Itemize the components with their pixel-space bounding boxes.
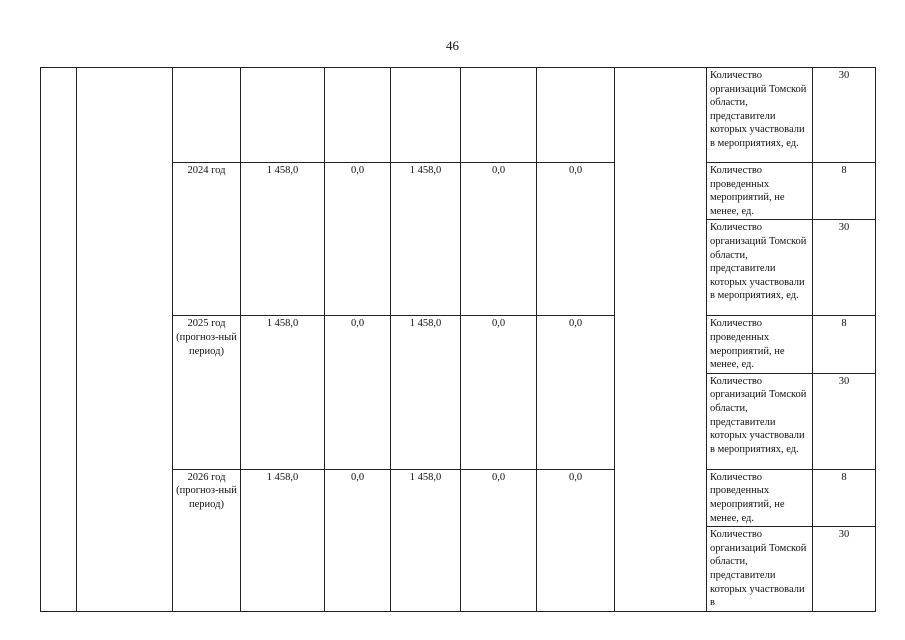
indicator-value: 8 xyxy=(813,469,876,526)
indicator-value: 30 xyxy=(813,373,876,469)
value-cell: 0,0 xyxy=(325,469,391,611)
indicator-name: Количество проведенных мероприятий, не менее, ед. xyxy=(707,163,813,220)
value-cell xyxy=(537,68,615,163)
indicator-value: 30 xyxy=(813,527,876,612)
table-row xyxy=(41,68,876,163)
value-cell xyxy=(325,68,391,163)
indicator-name: Количество организаций Томской области, представители которых участвовали в мероприятиях, ед. xyxy=(707,373,813,469)
value-cell xyxy=(391,68,461,163)
value-cell: 1 458,0 xyxy=(391,163,461,316)
number-column-cell xyxy=(41,68,77,612)
page-number: 46 xyxy=(446,38,459,53)
indicator-name: Количество проведенных мероприятий, не менее, ед. xyxy=(707,469,813,526)
year-label: 2026 год (прогноз-ный период) xyxy=(176,471,237,510)
value-cell: 0,0 xyxy=(325,316,391,469)
value-cell: 0,0 xyxy=(461,163,537,316)
indicator-name: Количество организаций Томской области, представители которых участвовали в мероприятиях, ед. xyxy=(707,220,813,316)
value-cell: 1 458,0 xyxy=(391,316,461,469)
year-label: 2024 год xyxy=(187,165,226,176)
year-cell xyxy=(173,316,241,469)
indicator-value: 8 xyxy=(813,163,876,220)
value-cell xyxy=(241,68,325,163)
indicator-name: Количество организаций Томской области, представители которых участвовали в мероприятиях, ед. xyxy=(707,68,813,163)
year-cell xyxy=(173,163,241,316)
budget-table xyxy=(40,67,876,612)
value-cell: 1 458,0 xyxy=(241,163,325,316)
indicator-value: 30 xyxy=(813,220,876,316)
year-cell xyxy=(173,68,241,163)
value-cell: 1 458,0 xyxy=(391,469,461,611)
value-cell xyxy=(461,68,537,163)
value-cell: 0,0 xyxy=(461,316,537,469)
indicator-name: Количество организаций Томской области, представители которых участвовали в xyxy=(707,527,813,612)
value-cell: 0,0 xyxy=(325,163,391,316)
value-cell: 0,0 xyxy=(537,469,615,611)
executor-column-cell xyxy=(615,68,707,612)
event-name-column-cell xyxy=(77,68,173,612)
value-cell: 1 458,0 xyxy=(241,469,325,611)
indicator-value: 8 xyxy=(813,316,876,373)
indicator-name: Количество проведенных мероприятий, не менее, ед. xyxy=(707,316,813,373)
year-label: 2025 год (прогноз-ный период) xyxy=(176,318,237,357)
value-cell: 1 458,0 xyxy=(241,316,325,469)
indicator-value: 30 xyxy=(813,68,876,163)
value-cell: 0,0 xyxy=(537,163,615,316)
value-cell: 0,0 xyxy=(537,316,615,469)
year-cell xyxy=(173,469,241,611)
value-cell: 0,0 xyxy=(461,469,537,611)
